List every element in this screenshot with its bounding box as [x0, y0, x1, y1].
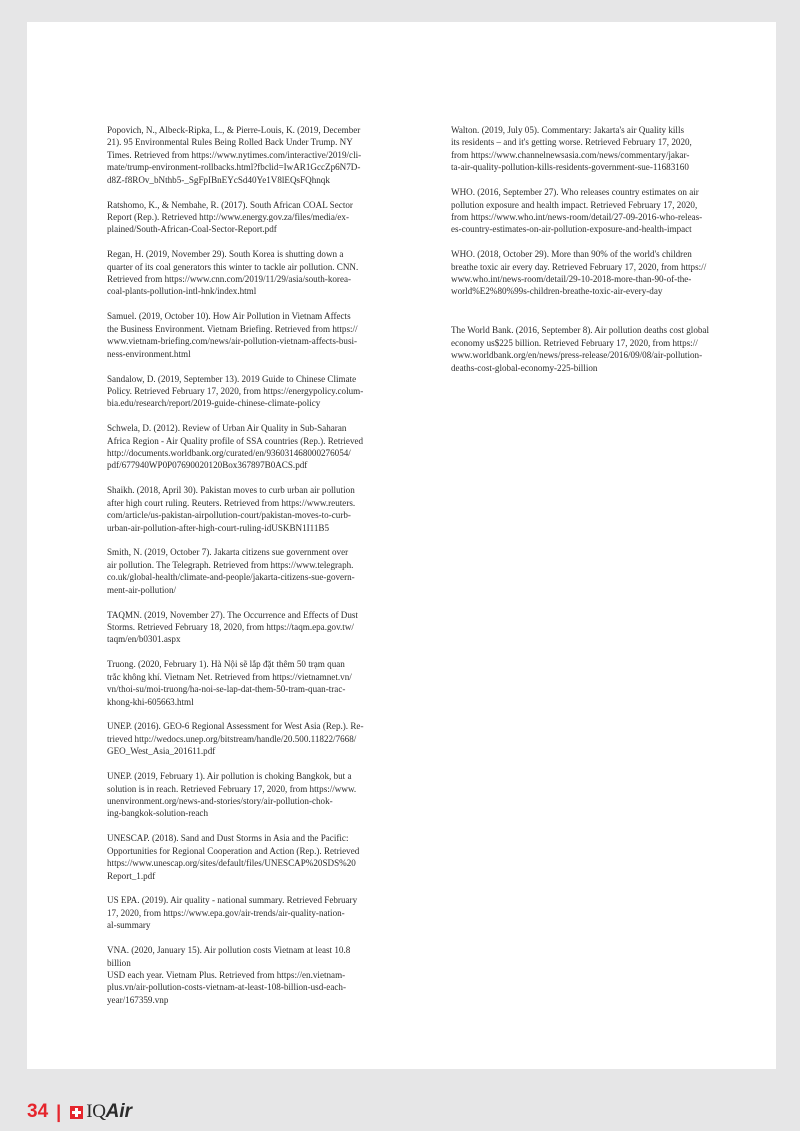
- reference-entry: UNESCAP. (2018). Sand and Dust Storms in Asia and the Pacific: Opportunities for Regional Cooperation and Action (Rep.). Retrieved https://www.unescap.org/sites/default/files/UNESCAP%20SDS%20 Report_1.pdf: [107, 833, 360, 881]
- reference-entry: VNA. (2020, January 15). Air pollution costs Vietnam at least 10.8 billion USD each year. Vietnam Plus. Retrieved from https://en.vietnam- plus.vn/air-pollution-costs-vietnam-at-least-108-billion-usd-each- year/167359.vnp: [107, 945, 351, 1005]
- page-footer: [27, 1100, 132, 1124]
- reference-entry: Regan, H. (2019, November 29). South Korea is shutting down a quarter of its coal generators this winter to tackle air pollution. CNN. Retrieved from https://www.cnn.com/2019/11/29/asia/south-korea- coal-plants-pollution-intl-hnk/index.html: [107, 249, 359, 297]
- references-left-column: [107, 124, 411, 1019]
- reference-entry: Truong. (2020, February 1). Hà Nội sẽ lắp đặt thêm 50 trạm quan trắc không khí. Vietnam Net. Retrieved from https://vietnamnet.vn/ vn/thoi-su/moi-truong/ha-noi-se-lap-dat-them-50-tram-quan-trac- khong-khi-605663.html: [107, 659, 352, 707]
- reference-entry: WHO. (2016, September 27). Who releases country estimates on air pollution exposure and health impact. Retrieved February 17, 2020, from https://www.who.int/news-room/detail/27-09-2016-who-releas- es-country-estimates-on-air-pollution-exposure-and-health-impact: [451, 187, 703, 235]
- footer-separator: |: [56, 1101, 62, 1122]
- document-page: [27, 22, 776, 1069]
- reference-entry: US EPA. (2019). Air quality - national summary. Retrieved February 17, 2020, from https://www.epa.gov/air-trends/air-quality-nation- al-summary: [107, 895, 358, 931]
- brand-name-regular: IQ: [86, 1101, 106, 1122]
- reference-entry: WHO. (2018, October 29). More than 90% of the world's children breathe toxic air every day. Retrieved February 17, 2020, from https:// www.who.int/news-room/detail/29-10-2018-more-than-90-of-the- world%E2%80%99s-children-breathe-toxic-air-every-day: [451, 249, 707, 297]
- reference-entry: Popovich, N., Albeck-Ripka, L., & Pierre-Louis, K. (2019, December 21). 95 Environmental Rules Being Rolled Back Under Trump. NY Times. Retrieved from https://www.nytimes.com/interactive/2019/cli- mate/trump-environment-rollbacks.html?fbclid=IwAR1GccZp6N7D- d8Z-f8ROv_bNthb5-_SgFpIBnEYcSd40Ye1V8lEQsFQhnqk: [107, 125, 362, 185]
- reference-entry: UNEP. (2016). GEO-6 Regional Assessment for West Asia (Rep.). Re- trieved http://wedocs.unep.org/bitstream/handle/20.500.11822/7668/ GEO_West_Asia_201611.pdf: [107, 721, 364, 757]
- reference-entry: Ratshomo, K., & Nembahe, R. (2017). South African COAL Sector Report (Rep.). Retrieved http://www.energy.gov.za/files/media/ex- plained/South-African-Coal-Sector-Report.pdf: [107, 199, 353, 235]
- iqair-logo: [70, 1101, 132, 1123]
- reference-entry: UNEP. (2019, February 1). Air pollution is choking Bangkok, but a solution is in reach. Retrieved February 17, 2020, from https://www. unenvironment.org/news-and-stories/story/air-pollution-chok- ing-bangkok-solution-reach: [107, 771, 357, 819]
- swiss-flag-icon: [70, 1106, 83, 1119]
- reference-entry: Schwela, D. (2012). Review of Urban Air Quality in Sub-Saharan Africa Region - Air Quality profile of SSA countries (Rep.). Retrieved http://documents.worldbank.org/curated/en/936031468000276054/ pdf/677940WP0P07690020120Box367897B0ACS.pdf: [107, 423, 364, 471]
- references-right-column: [451, 124, 763, 387]
- spacer: [451, 310, 763, 324]
- brand-name-bold: Air: [105, 1101, 133, 1122]
- reference-entry: The World Bank. (2016, September 8). Air pollution deaths cost global economy us$225 billion. Retrieved February 17, 2020, from https:// www.worldbank.org/en/news/press-release/2016/09/08/air-pollution- deaths-cost-global-economy-225-billion: [451, 325, 709, 373]
- reference-entry: Shaikh. (2018, April 30). Pakistan moves to curb urban air pollution after high court ruling. Reuters. Retrieved from https://www.reuters. com/article/us-pakistan-airpollution-court/pakistan-moves-to-curb- urban-air-pollution-after-high-court-ruling-idUSKBN1I11B5: [107, 485, 356, 533]
- reference-entry: Sandalow, D. (2019, September 13). 2019 Guide to Chinese Climate Policy. Retrieved February 17, 2020, from https://energypolicy.colum- bia.edu/research/report/2019-guide-chinese-climate-policy: [107, 373, 364, 409]
- reference-entry: TAQMN. (2019, November 27). The Occurrence and Effects of Dust Storms. Retrieved February 18, 2020, from https://taqm.epa.gov.tw/ taqm/en/b0301.aspx: [107, 609, 358, 645]
- reference-entry: Smith, N. (2019, October 7). Jakarta citizens sue government over air pollution. The Telegraph. Retrieved from https://www.telegraph. co.uk/global-health/climate-and-people/jakarta-citizens-sue-govern- ment-air-pollution/: [107, 547, 355, 595]
- reference-entry: Walton. (2019, July 05). Commentary: Jakarta's air Quality kills its residents – and it's getting worse. Retrieved February 17, 2020, from https://www.channelnewsasia.com/news/commentary/jakar- ta-air-quality-pollution-kills-residents-government-sue-11683160: [451, 125, 692, 173]
- reference-entry: Samuel. (2019, October 10). How Air Pollution in Vietnam Affects the Business Environment. Vietnam Briefing. Retrieved from https:// www.vietnam-briefing.com/news/air-pollution-vietnam-affects-busi- ness-environment.html: [107, 311, 358, 359]
- page-number: 34: [27, 1101, 49, 1122]
